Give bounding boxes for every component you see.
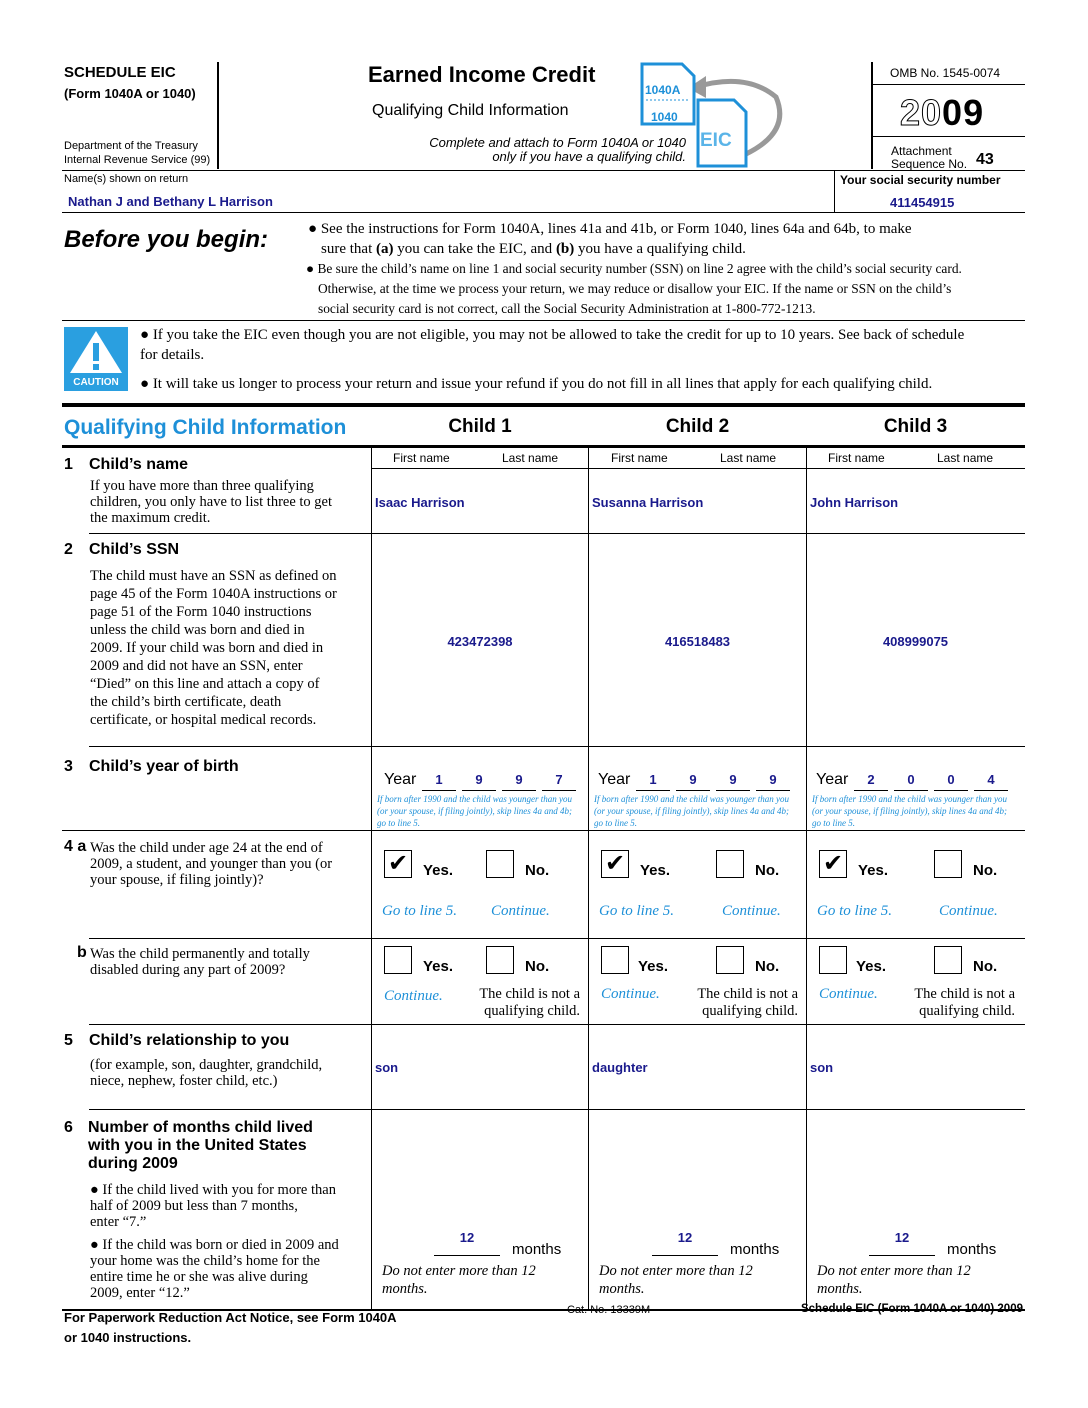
c1-year-label: Year	[384, 771, 417, 788]
line4b-desc: Was the child permanently and totally disabled during any part of 2009?	[90, 946, 310, 978]
line2-desc: The child must have an SSN as defined on page 45 of the Form 1040A instructions or page 51 of the Form 1040 instructions unless the child was born and died in 2009. If your child was born and died in 2009 and did not have an SSN, enter “Died” on this line and attach a copy of the child’s birth certificate, death certificate, or hospital medical records.	[90, 568, 337, 728]
c2-4a-yes-checkbox[interactable]: ✔	[601, 850, 629, 878]
line1-desc: If you have more than three qualifying children, you only have to list three to get the maximum credit.	[90, 478, 333, 526]
c2-months-label: months	[730, 1241, 780, 1258]
line5-title: Child’s relationship to you	[89, 1032, 290, 1049]
form-subtitle: Qualifying Child Information	[372, 102, 569, 119]
bullet2-line1: Be sure the child’s name on line 1 and social security number (SSN) on line 2 agree with the child’s social security card.	[317, 261, 962, 276]
bullet1-b: (b)	[555, 241, 575, 257]
caution-line2: It will take us longer to process your return and issue your refund if you do not fill in all lines that apply for each qualifying child.	[152, 376, 933, 392]
line3-title: Child’s year of birth	[89, 758, 239, 775]
child1-header: Child 1	[448, 416, 512, 437]
form-title: Earned Income Credit	[368, 62, 596, 87]
ssn-value[interactable]: 411454915	[890, 195, 955, 210]
names-label: Name(s) shown on return	[64, 173, 189, 185]
paperwork-notice: For Paperwork Reduction Act Notice, see Form 1040A or 1040 instructions.	[64, 1310, 397, 1345]
c2-4a-go-to-5: Go to line 5.	[599, 903, 674, 919]
child1-name[interactable]: Isaac Harrison	[375, 495, 465, 510]
tax-year-outline: 20	[900, 92, 943, 133]
attachment-label: Attachment	[891, 144, 952, 158]
tax-year-bold: 09	[942, 92, 985, 133]
year-digit[interactable]: 9	[676, 772, 710, 791]
c3-year-note: If born after 1990 and the child was younger than you (or your spouse, if filing jointly), skip lines 4a and 4b; go to line 5.	[812, 794, 1007, 828]
caution-line1b: for details.	[140, 347, 205, 363]
c3-4a-continue: Continue.	[939, 903, 998, 919]
c3-year-label: Year	[816, 771, 849, 788]
year-digit[interactable]: 2	[854, 772, 888, 791]
c1-4b-not-qualifying: The child is not a qualifying child.	[479, 986, 580, 1019]
logo-eic: EIC	[700, 130, 732, 151]
year-digit[interactable]: 4	[974, 772, 1008, 791]
bullet2-line2: Otherwise, at the time we process your return, we may reduce or disallow your EIC. If the name or SSN on the child’s	[318, 281, 952, 296]
c2-4b-not-qualifying: The child is not a qualifying child.	[697, 986, 798, 1019]
child2-header: Child 2	[665, 416, 730, 437]
c3-4a-yes-checkbox[interactable]: ✔	[819, 850, 847, 878]
c2-4a-no-label: No.	[755, 862, 780, 879]
c2-4b-continue: Continue.	[601, 986, 660, 1002]
caution-text: ● If you take the EIC even though you are not eligible, you may not be allowed to take the credit for up to 10 years. See back of schedule for details. ● It will take us longer to process your return and issue your refund if you do not fill in all lines that apply for each qualifying child.	[140, 325, 1030, 394]
child3-name[interactable]: John Harrison	[810, 495, 899, 510]
year-digit[interactable]: 7	[542, 772, 576, 791]
c1-4b-no-label: No.	[525, 958, 550, 975]
bullet1-a: (a)	[375, 241, 394, 257]
sequence-label: Sequence No.	[891, 157, 968, 171]
c1-4b-no-checkbox[interactable]	[486, 946, 514, 974]
line4a-number: 4 a	[64, 838, 87, 855]
c2-4b-yes-label: Yes.	[638, 958, 669, 975]
child3-ssn[interactable]: 408999075	[882, 634, 949, 649]
c1-4a-yes-checkbox[interactable]: ✔	[384, 850, 412, 878]
catalog-number: Cat. No. 13339M	[567, 1304, 651, 1316]
c3-months-label: months	[947, 1241, 997, 1258]
c1-months-label: months	[512, 1241, 562, 1258]
names-value[interactable]: Nathan J and Bethany L Harrison	[68, 194, 273, 209]
c2-4b-no-label: No.	[755, 958, 780, 975]
c1-year-note: If born after 1990 and the child was younger than you (or your spouse, if filing jointly), skip lines 4a and 4b; go to line 5.	[377, 794, 572, 828]
line1-number: 1	[64, 456, 73, 473]
line6-bullet2: ● If the child was born or died in 2009 and your home was the child’s home for the entire time he or she was alive during 2009, enter “12.”	[90, 1237, 339, 1301]
c3-4a-no-label: No.	[973, 862, 998, 879]
caution-line1: If you take the EIC even though you are not eligible, you may not be allowed to take the credit for up to 10 years. See back of schedule	[152, 327, 965, 343]
c2-4a-continue: Continue.	[722, 903, 781, 919]
child1-months[interactable]: 12	[434, 1230, 500, 1256]
child3-relationship[interactable]: son	[810, 1060, 834, 1075]
bullet2-line3: social security card is not correct, call the Social Security Administration at 1-800-772-1213.	[318, 301, 816, 316]
logo-1040: 1040	[651, 110, 678, 124]
form-name: SCHEDULE EIC	[64, 64, 176, 81]
c3-4b-continue: Continue.	[819, 986, 878, 1002]
bullet2: ● Be sure the child’s name on line 1 and social security number (SSN) on line 2 agree with the child’s social security card. Otherwise, at the time we process your return, we may reduce or disallow your EIC. If the name or SSN on the child’s social security card is not correct, call the Social Security Administration at 1-800-772-1213.	[306, 259, 962, 319]
attach-line1: Complete and attach to Form 1040A or 1040	[429, 135, 686, 150]
form-sub: (Form 1040A or 1040)	[64, 86, 196, 101]
dept-line1: Department of the Treasury	[64, 140, 198, 152]
bullet1-text3: you have a qualifying child.	[574, 241, 746, 257]
c3-4b-not-qualifying: The child is not a qualifying child.	[914, 986, 1015, 1019]
c2-months-note: Do not enter more than 12 months.	[599, 1263, 753, 1297]
section-title: Qualifying Child Information	[64, 416, 347, 439]
line6-title: Number of months child lived with you in the United States during 2009	[88, 1119, 313, 1172]
bullet1: ● See the instructions for Form 1040A, lines 41a and 41b, or Form 1040, lines 64a and 64b, to make sure that (a) you can take the EIC, and (b) you have a qualifying child.	[308, 221, 912, 257]
c1-months-note: Do not enter more than 12 months.	[382, 1263, 536, 1297]
year-digit[interactable]: 9	[756, 772, 790, 791]
line4b-number: b	[77, 944, 87, 961]
line6-number: 6	[64, 1119, 73, 1136]
year-digit[interactable]: 0	[934, 772, 968, 791]
c1-4a-go-to-5: Go to line 5.	[382, 903, 457, 919]
c1-4a-no-label: No.	[525, 862, 550, 879]
line5-number: 5	[64, 1032, 73, 1049]
tax-year	[900, 92, 984, 134]
line6-bullet1: ● If the child lived with you for more than half of 2009 but less than 7 months, enter “7.”	[90, 1182, 336, 1230]
c2-4a-no-checkbox[interactable]	[716, 850, 744, 878]
c2-year-note: If born after 1990 and the child was younger than you (or your spouse, if filing jointly), skip lines 4a and 4b; go to line 5.	[594, 794, 789, 828]
c3-4b-yes-checkbox[interactable]	[819, 946, 847, 974]
before-you-begin: Before you begin:	[64, 226, 269, 253]
c3-4b-no-label: No.	[973, 958, 998, 975]
c3-first-name-label: First name	[828, 451, 885, 465]
c2-4b-no-checkbox[interactable]	[716, 946, 744, 974]
ssn-label: Your social security number	[840, 173, 1001, 187]
c3-4a-yes-label: Yes.	[858, 862, 889, 879]
child3-header: Child 3	[883, 416, 948, 437]
c1-last-name-label: Last name	[502, 451, 559, 465]
year-digit[interactable]: 1	[636, 772, 670, 791]
c1-4b-yes-checkbox[interactable]	[384, 946, 412, 974]
child3-months[interactable]: 12	[869, 1230, 935, 1256]
c2-year-label: Year	[598, 771, 631, 788]
dept-line2: Internal Revenue Service (99)	[64, 154, 211, 166]
line1-title: Child’s name	[89, 456, 188, 473]
year-digit[interactable]: 9	[502, 772, 536, 791]
year-digit[interactable]: 0	[894, 772, 928, 791]
bullet1-text2: you can take the EIC, and	[393, 241, 556, 257]
year-digit[interactable]: 9	[462, 772, 496, 791]
child1-relationship[interactable]: son	[375, 1060, 399, 1075]
caution-label: CAUTION	[73, 377, 119, 388]
c1-4a-no-checkbox[interactable]	[486, 850, 514, 878]
c3-4b-yes-label: Yes.	[856, 958, 887, 975]
bullet1-line1: See the instructions for Form 1040A, lines 41a and 41b, or Form 1040, lines 64a and 64b, to make	[320, 221, 912, 237]
c2-last-name-label: Last name	[720, 451, 777, 465]
c2-4b-yes-checkbox[interactable]	[601, 946, 629, 974]
child1-ssn[interactable]: 423472398	[447, 634, 513, 649]
omb-number: OMB No. 1545-0074	[890, 66, 1001, 80]
form-identifier: Schedule EIC (Form 1040A or 1040) 2009	[800, 1303, 1023, 1315]
c3-last-name-label: Last name	[937, 451, 994, 465]
child2-months[interactable]: 12	[652, 1230, 718, 1256]
line3-number: 3	[64, 758, 73, 775]
year-digit[interactable]: 1	[422, 772, 456, 791]
child2-name[interactable]: Susanna Harrison	[592, 495, 704, 510]
c1-4b-continue: Continue.	[384, 988, 443, 1004]
c3-4a-no-checkbox[interactable]	[934, 850, 962, 878]
c1-4a-yes-label: Yes.	[423, 862, 454, 879]
c2-4a-yes-label: Yes.	[640, 862, 671, 879]
c3-4b-no-checkbox[interactable]	[934, 946, 962, 974]
attach-line2: only if you have a qualifying child.	[492, 149, 686, 164]
line2-title: Child’s SSN	[89, 541, 180, 558]
c1-4b-yes-label: Yes.	[423, 958, 454, 975]
year-digit[interactable]: 9	[716, 772, 750, 791]
c3-months-note: Do not enter more than 12 months.	[817, 1263, 971, 1297]
sequence-number: 43	[976, 151, 994, 168]
bullet1-text1: sure that	[321, 241, 376, 257]
c1-4a-continue: Continue.	[491, 903, 550, 919]
logo-1040a: 1040A	[645, 83, 681, 97]
line4a-desc: Was the child under age 24 at the end of 2009, a student, and younger than you (or your spouse, if filing jointly)?	[90, 840, 333, 888]
c2-first-name-label: First name	[611, 451, 668, 465]
caution-badge	[64, 327, 128, 391]
child2-ssn[interactable]: 416518483	[664, 634, 731, 649]
c1-first-name-label: First name	[393, 451, 450, 465]
warning-triangle-icon	[64, 327, 128, 377]
line2-number: 2	[64, 541, 73, 558]
line5-desc: (for example, son, daughter, grandchild, niece, nephew, foster child, etc.)	[90, 1057, 323, 1089]
child2-relationship[interactable]: daughter	[592, 1060, 648, 1075]
c3-4a-go-to-5: Go to line 5.	[817, 903, 892, 919]
